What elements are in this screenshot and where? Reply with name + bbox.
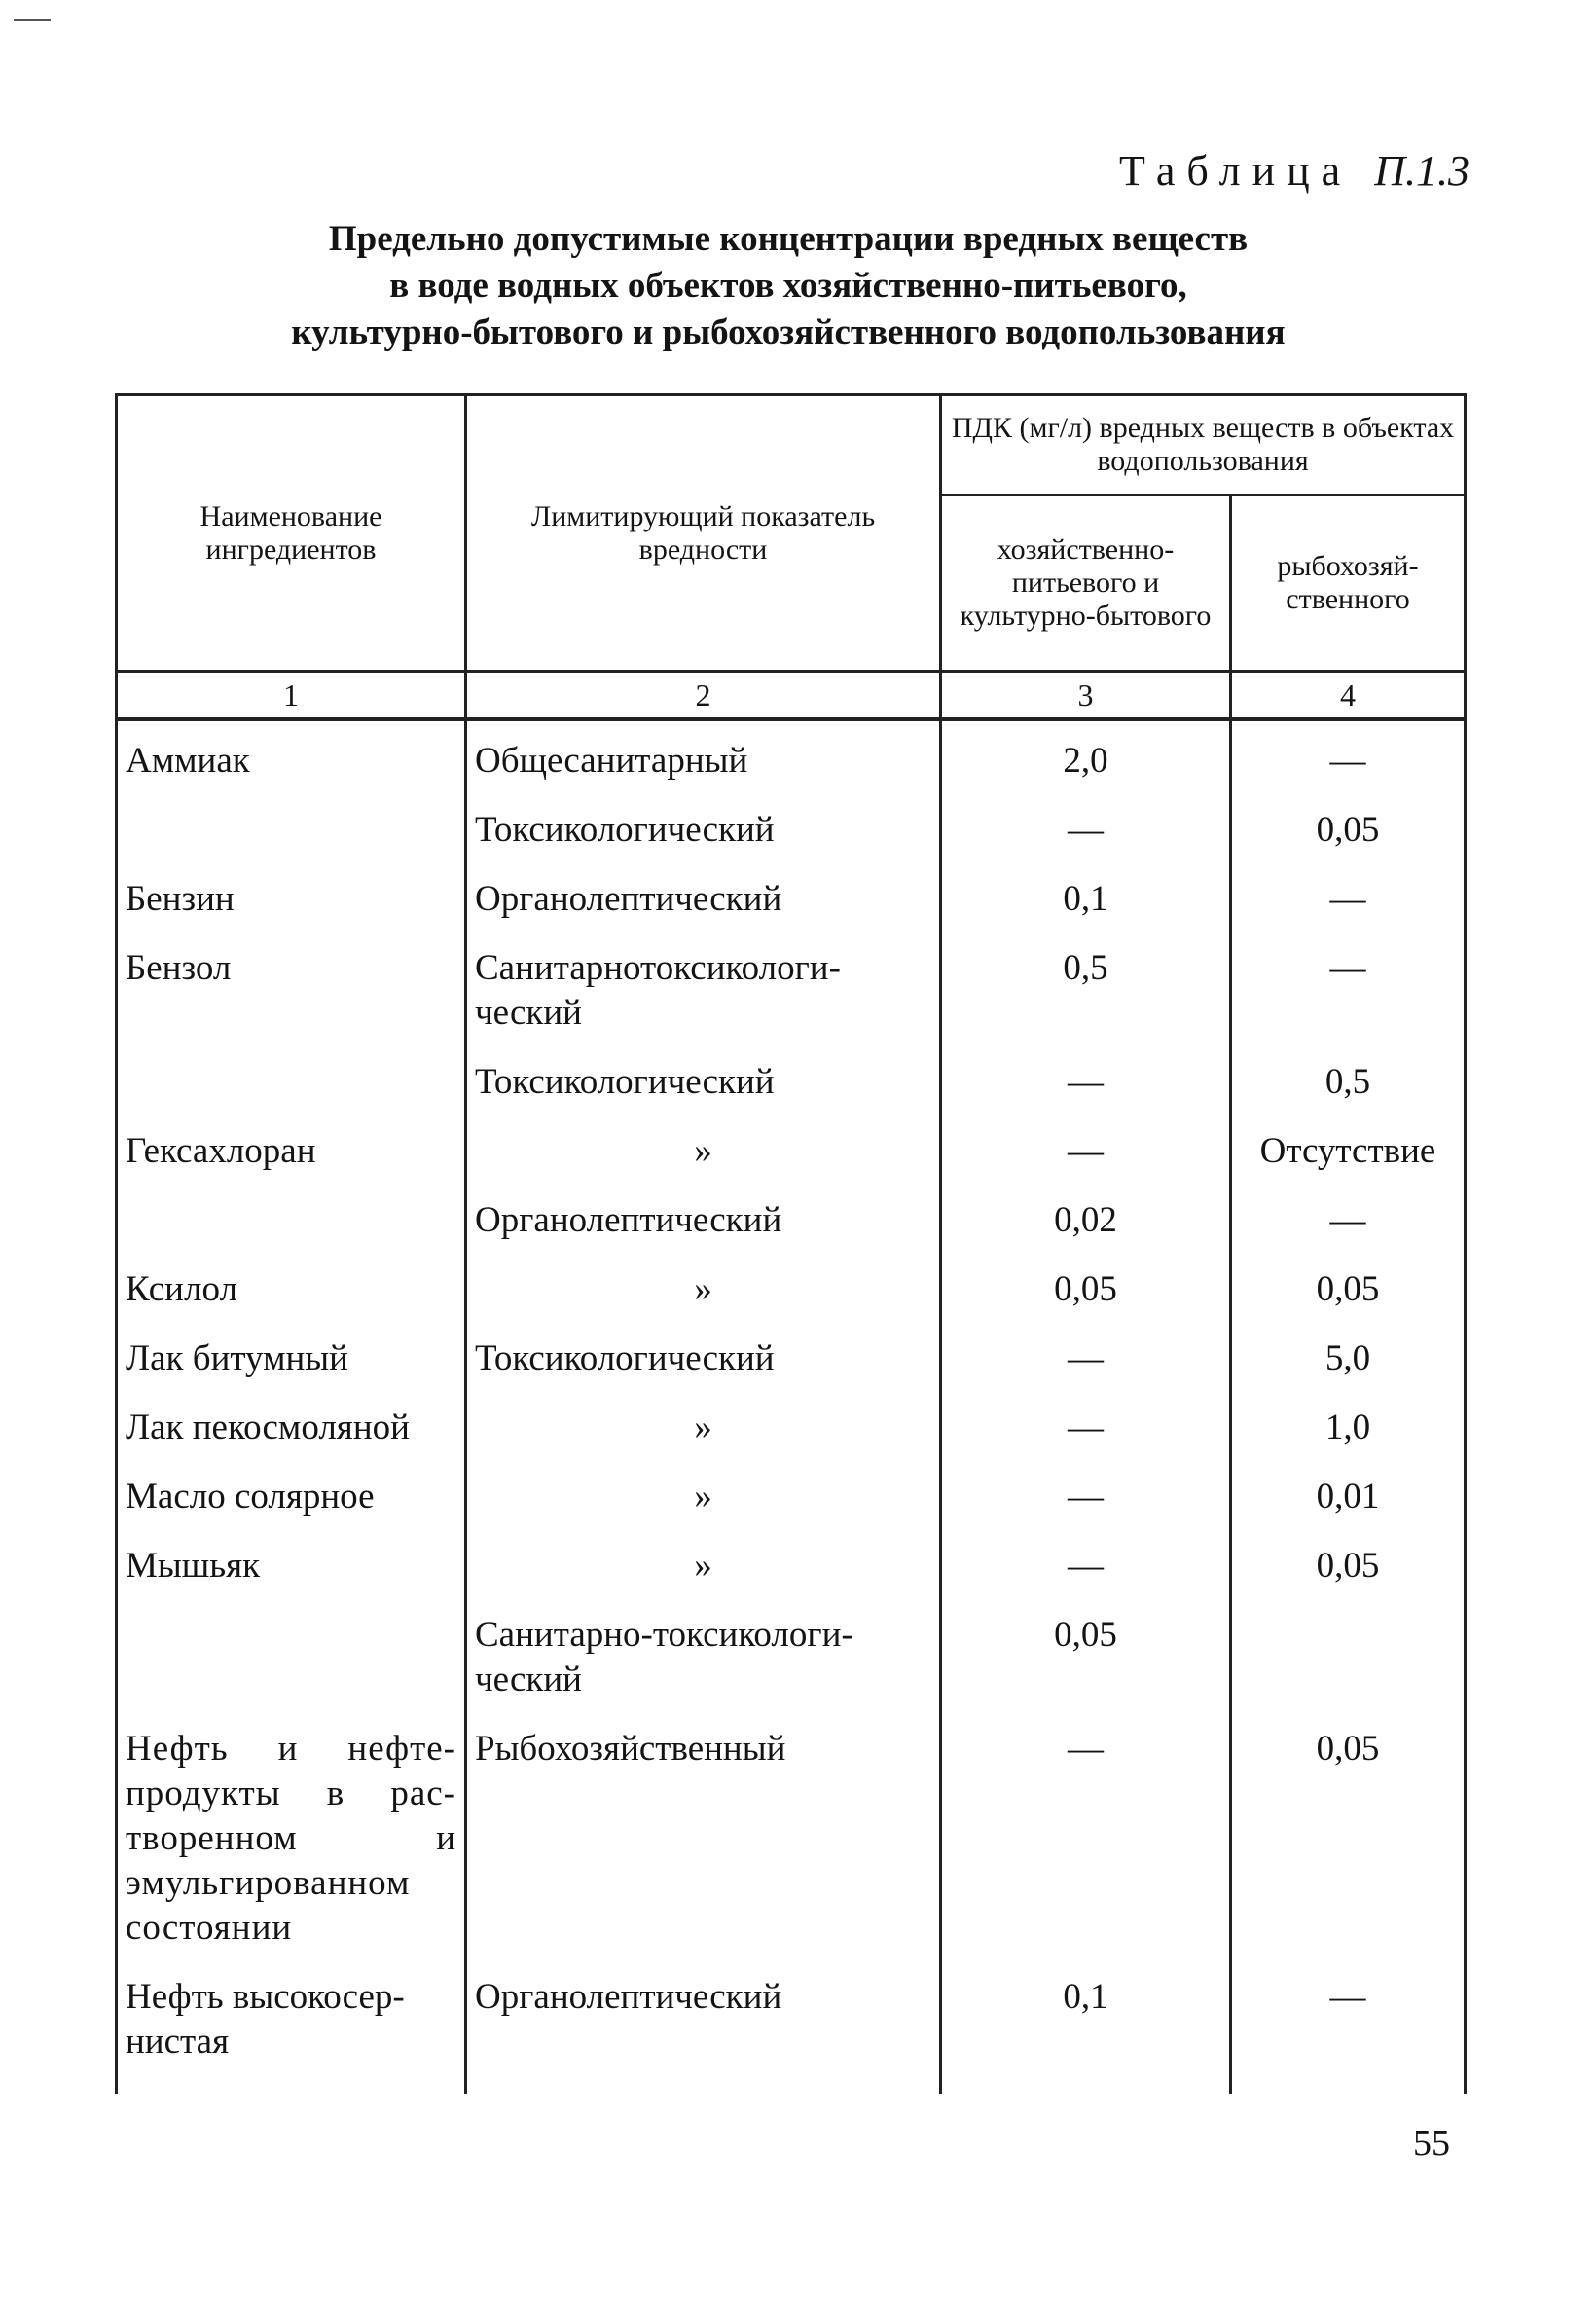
table-label (1119, 146, 1469, 196)
pdk-household-value-cell: — (941, 1052, 1231, 1121)
table-row (117, 1190, 1466, 1260)
ingredient-name-cell (117, 1052, 466, 1121)
scan-corner-mark (14, 19, 51, 21)
pdk-household-value-cell: 0,05 (941, 1605, 1231, 1719)
pdk-household-value-cell: 0,1 (941, 1967, 1231, 2094)
ingredient-name-cell: Лак битумный (117, 1329, 466, 1398)
header-fishery: рыбохозяй-ственного (1231, 495, 1466, 672)
pdk-household-value-cell: — (941, 1329, 1231, 1398)
ingredient-name-cell: Лак пекосмоляной (117, 1398, 466, 1467)
pdk-fishery-value-cell: — (1231, 1967, 1466, 2094)
pdk-fishery-value-cell: 0,05 (1231, 800, 1466, 869)
limiting-indicator-cell: » (466, 1121, 941, 1190)
table-row (117, 1052, 1466, 1121)
pdk-fishery-value-cell: Отсутствие (1231, 1121, 1466, 1190)
ingredient-name-cell: Бензол (117, 938, 466, 1052)
pdk-household-value-cell: 0,02 (941, 1190, 1231, 1260)
table-title-line: культурно-бытового и рыбохозяйственного водопользования (291, 312, 1286, 352)
pdk-fishery-value-cell: 0,5 (1231, 1052, 1466, 1121)
ingredient-name-cell: Бензин (117, 869, 466, 938)
table-row (117, 1260, 1466, 1329)
page-number: 55 (1413, 2123, 1450, 2164)
pdk-fishery-value-cell: 5,0 (1231, 1329, 1466, 1398)
table-row (117, 938, 1466, 1052)
ingredient-name-cell (117, 1605, 466, 1719)
table-body (117, 719, 1466, 2094)
table-label-prefix: Таблица (1119, 147, 1353, 195)
limiting-indicator-cell: » (466, 1467, 941, 1536)
ingredient-name-cell: Аммиак (117, 719, 466, 800)
table-title-line: в воде водных объектов хозяйственно-питьевого, (389, 266, 1187, 306)
pdk-table (115, 393, 1467, 2094)
limiting-indicator-cell: Токсикологический (466, 1052, 941, 1121)
table-row (117, 1967, 1466, 2094)
limiting-indicator-cell: » (466, 1260, 941, 1329)
ingredient-name-cell: Нефть и нефте-продукты в рас-творенном и эмульгированном состоянии (117, 1719, 466, 1967)
pdk-fishery-value-cell: 0,05 (1231, 1536, 1466, 1605)
limiting-indicator-cell: Токсикологический (466, 1329, 941, 1398)
header-ingredient-name: Наименование ингредиентов (117, 395, 466, 672)
ingredient-name-cell: Ксилол (117, 1260, 466, 1329)
limiting-indicator-cell: » (466, 1398, 941, 1467)
pdk-fishery-value-cell: 1,0 (1231, 1398, 1466, 1467)
pdk-household-value-cell: — (941, 1467, 1231, 1536)
limiting-indicator-cell: Органолептический (466, 1967, 941, 2094)
column-number: 2 (466, 672, 941, 720)
table-row (117, 869, 1466, 938)
limiting-indicator-cell: Рыбохозяйственный (466, 1719, 941, 1967)
table-row (117, 1467, 1466, 1536)
ingredient-name-cell: Масло солярное (117, 1467, 466, 1536)
pdk-fishery-value-cell: — (1231, 938, 1466, 1052)
pdk-fishery-value-cell: — (1231, 1190, 1466, 1260)
pdk-household-value-cell: 0,5 (941, 938, 1231, 1052)
table-title-line: Предельно допустимые концентрации вредных веществ (328, 219, 1249, 259)
limiting-indicator-cell: Общесанитарный (466, 719, 941, 800)
ingredient-name-cell: Мышьяк (117, 1536, 466, 1605)
ingredient-name-cell (117, 1190, 466, 1260)
limiting-indicator-cell: Органолептический (466, 1190, 941, 1260)
table-row (117, 1329, 1466, 1398)
limiting-indicator-cell: Санитарно-токсикологи-ческий (466, 1605, 941, 1719)
limiting-indicator-cell: Санитарнотоксикологи-ческий (466, 938, 941, 1052)
limiting-indicator-cell: Органолептический (466, 869, 941, 938)
header-limiting-indicator: Лимитирующий показатель вредности (466, 395, 941, 672)
pdk-fishery-value-cell: — (1231, 869, 1466, 938)
column-number: 4 (1231, 672, 1466, 720)
pdk-household-value-cell: — (941, 1536, 1231, 1605)
limiting-indicator-cell: » (466, 1536, 941, 1605)
ingredient-name-cell (117, 800, 466, 869)
pdk-household-value-cell: — (941, 800, 1231, 869)
table-row (117, 719, 1466, 800)
pdk-household-value-cell: 0,05 (941, 1260, 1231, 1329)
pdk-household-value-cell: — (941, 1719, 1231, 1967)
ingredient-name-cell: Гексахлоран (117, 1121, 466, 1190)
column-number: 3 (941, 672, 1231, 720)
pdk-fishery-value-cell: 0,01 (1231, 1467, 1466, 1536)
table-row (117, 1536, 1466, 1605)
table-title (195, 216, 1382, 356)
table-label-number: П.1.3 (1374, 147, 1469, 195)
pdk-household-value-cell: 0,1 (941, 869, 1231, 938)
pdk-fishery-value-cell: 0,05 (1231, 1719, 1466, 1967)
table-row (117, 1121, 1466, 1190)
header-pdk-group: ПДК (мг/л) вредных веществ в объектах водопользования (941, 395, 1466, 495)
table-row (117, 1719, 1466, 1967)
column-number: 1 (117, 672, 466, 720)
table-row (117, 1398, 1466, 1467)
pdk-fishery-value-cell (1231, 1605, 1466, 1719)
ingredient-name-cell: Нефть высокосер-нистая (117, 1967, 466, 2094)
header-household-drinking: хозяйственно-питьевого и культурно-бытового (941, 495, 1231, 672)
table-row (117, 800, 1466, 869)
table-row (117, 1605, 1466, 1719)
pdk-fishery-value-cell: — (1231, 719, 1466, 800)
pdk-household-value-cell: — (941, 1398, 1231, 1467)
pdk-household-value-cell: 2,0 (941, 719, 1231, 800)
pdk-household-value-cell: — (941, 1121, 1231, 1190)
limiting-indicator-cell: Токсикологический (466, 800, 941, 869)
pdk-fishery-value-cell: 0,05 (1231, 1260, 1466, 1329)
